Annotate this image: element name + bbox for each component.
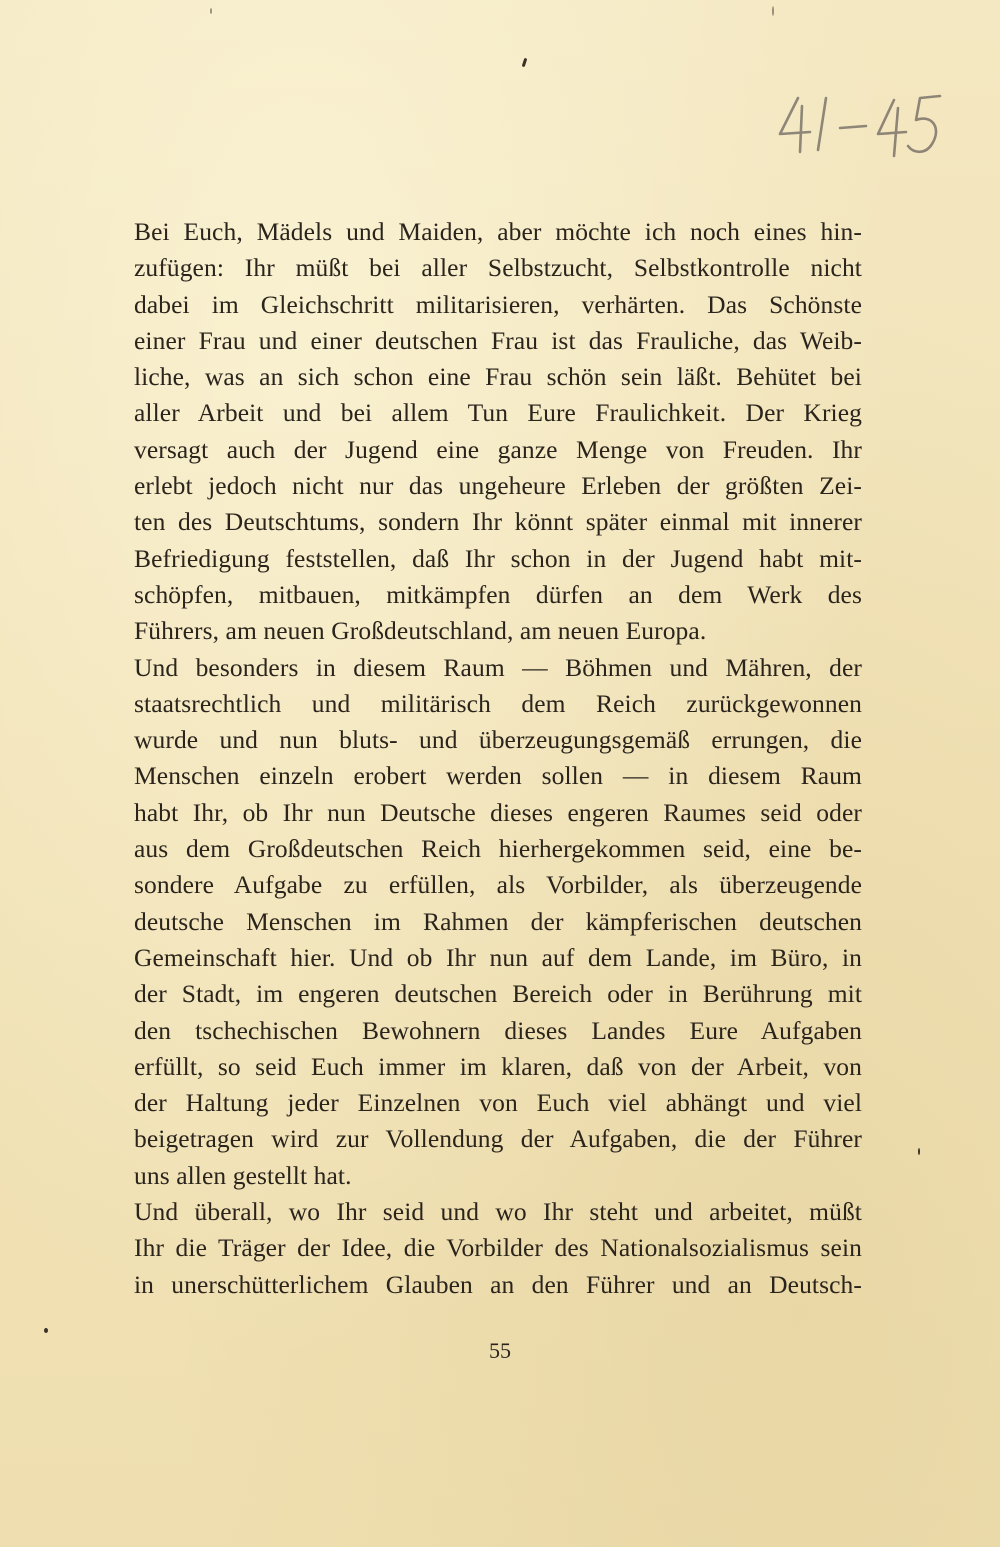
- ink-speck: [918, 1148, 920, 1155]
- text-line: in unerschütterlichem Glauben an den Führer und an Deutsch-: [134, 1269, 862, 1299]
- ink-speck: [772, 6, 774, 16]
- main-text: [134, 214, 862, 1303]
- handwritten-pencil-note: [770, 84, 950, 164]
- text-line: Menschen einzeln erobert werden sollen — in diesem Raum: [134, 761, 862, 791]
- text-line: beigetragen wird zur Vollendung der Aufgaben, die der Führer: [134, 1124, 862, 1154]
- text-line: liche, was an sich schon eine Frau schön sein läßt. Behütet bei: [134, 362, 862, 392]
- text-line: versagt auch der Jugend eine ganze Menge von Freuden. Ihr: [134, 434, 862, 464]
- text-line: aus dem Großdeutschen Reich hierhergekommen seid, eine be-: [134, 834, 862, 864]
- ink-speck: [522, 58, 528, 67]
- text-line: erlebt jedoch nicht nur das ungeheure Erleben der größten Zei-: [134, 471, 862, 501]
- text-line: der Stadt, im engeren deutschen Bereich oder in Berührung mit: [134, 979, 862, 1009]
- text-line: zufügen: Ihr müßt bei aller Selbstzucht, Selbstkontrolle nicht: [134, 253, 862, 283]
- text-line: staatsrechtlich und militärisch dem Reich zurückgewonnen: [134, 688, 862, 718]
- text-line: Und überall, wo Ihr seid und wo Ihr steht und arbeitet, müßt: [134, 1197, 862, 1227]
- text-line: habt Ihr, ob Ihr nun Deutsche dieses engeren Raumes seid oder: [134, 797, 862, 827]
- text-line: erfüllt, so seid Euch immer im klaren, daß von der Arbeit, von: [134, 1051, 862, 1081]
- text-line: Befriedigung feststellen, daß Ihr schon in der Jugend habt mit-: [134, 543, 862, 573]
- text-line: Gemeinschaft hier. Und ob Ihr nun auf dem Lande, im Büro, in: [134, 942, 862, 972]
- text-line: der Haltung jeder Einzelnen von Euch viel abhängt und viel: [134, 1088, 862, 1118]
- text-line: schöpfen, mitbauen, mitkämpfen dürfen an dem Werk des: [134, 579, 862, 609]
- page-number: 55: [489, 1338, 511, 1363]
- text-line: ten des Deutschtums, sondern Ihr könnt später einmal mit innerer: [134, 507, 862, 537]
- text-line: deutsche Menschen im Rahmen der kämpferischen deutschen: [134, 906, 862, 936]
- text-line: aller Arbeit und bei allem Tun Eure Fraulichkeit. Der Krieg: [134, 398, 862, 428]
- text-line: uns allen gestellt hat.: [134, 1160, 352, 1190]
- text-line: dabei im Gleichschritt militarisieren, verhärten. Das Schönste: [134, 289, 862, 319]
- handwritten-note-drawing: [770, 84, 950, 164]
- ink-speck: [210, 8, 212, 14]
- text-line: Führers, am neuen Großdeutschland, am neuen Europa.: [134, 616, 707, 646]
- text-line: einer Frau und einer deutschen Frau ist das Frauliche, das Weib-: [134, 325, 862, 355]
- text-line: Ihr die Träger der Idee, die Vorbilder des Nationalsozialismus sein: [134, 1233, 862, 1263]
- text-line: Und besonders in diesem Raum — Böhmen und Mähren, der: [134, 652, 862, 682]
- text-line: sondere Aufgabe zu erfüllen, als Vorbilder, als überzeugende: [134, 870, 862, 900]
- text-line: Bei Euch, Mädels und Maiden, aber möchte ich noch eines hin-: [134, 217, 862, 246]
- text-line: wurde und nun bluts- und überzeugungsgemäß errungen, die: [134, 725, 862, 755]
- ink-speck: [44, 1328, 48, 1333]
- text-line: den tschechischen Bewohnern dieses Landes Eure Aufgaben: [134, 1015, 862, 1045]
